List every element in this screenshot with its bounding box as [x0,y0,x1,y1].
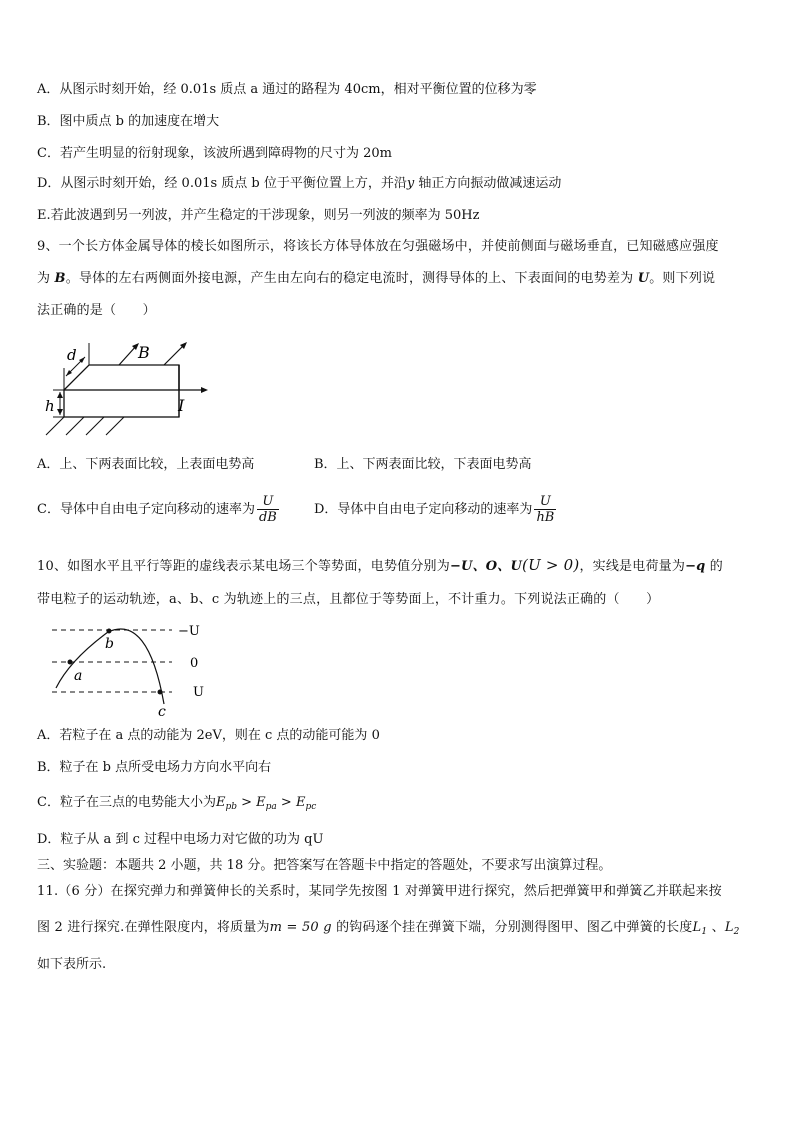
q10-option-c-text: C．粒子在三点的电势能大小为 [37,795,216,810]
label-b: B [138,343,150,362]
label-neg-u: −U [178,624,200,639]
q11-length-2: $L_2$ [724,920,740,937]
point-b-marker [107,629,112,634]
q9-option-c-text: C．导体中自由电子定向移动的速率为 [37,502,255,517]
point-c-marker [158,690,163,695]
q9-option-b: B．上、下两表面比较，下表面电势高 [314,457,532,472]
q8-option-e: E.若此波遇到另一列波，并产生稳定的干涉现象，则另一列波的频率为 50Hz [37,208,480,223]
q9-option-a: A．上、下两表面比较，上表面电势高 [37,457,255,472]
q10-text-mid: ，实线是电荷量为 [579,559,686,574]
q8-option-d-text-end: 轴正方向振动做减速运动 [414,176,562,191]
q10-charge: −q [685,559,706,574]
label-c: c [158,704,166,720]
q10-stem-line1 [37,556,723,576]
q9-stem-line3: 法正确的是（ ） [37,303,156,318]
q11-separator: 、 [707,920,725,935]
q10-text-end: 的 [705,559,723,574]
length-symbol: L [724,920,734,935]
fraction-denominator: dB [258,510,277,525]
q10-equipotential-diagram [50,620,225,720]
q8-option-d-var: y [406,176,415,191]
label-b: b [105,636,114,652]
q9-option-c [37,494,279,525]
q9-conductor-diagram [40,338,215,443]
section-3-heading: 三、实验题：本题共 2 小题，共 18 分。把答案写在答题卡中指定的答题处，不要求写出演算过程。 [37,858,612,873]
q11-stem-line3: 如下表所示. [37,957,107,972]
q8-option-d [37,175,561,193]
q11-stem-line1: 11.（6 分）在探究弹力和弹簧伸长的关系时，某同学先按图 1 对弹簧甲进行探究，然后把弹簧甲和弹簧乙并联起来按 [37,884,722,899]
q9-option-c-fraction [257,494,279,525]
q10-option-c-expression: $E_{pb} > E_{pa} > E_{pc}$ [215,795,317,812]
q9-symbol-b: B [54,271,66,286]
q11-text-mid: 的钩码逐个挂在弹簧下端，分别测得图甲、图乙中弹簧的长度 [331,920,693,935]
fraction-numerator: U [534,494,556,510]
q8-option-d-text: D．从图示时刻开始，经 0.01s 质点 b 位于平衡位置上方，并沿 [37,176,407,191]
q9-stem-line1: 9、一个长方体金属导体的棱长如图所示，将该长方体导体放在匀强磁场中，并使前侧面与磁场垂直，已知磁感应强度 [37,239,719,254]
q9-text-end: 。则下列说 [649,271,716,286]
q10-option-c [37,794,316,816]
q8-option-b: B．图中质点 b 的加速度在增大 [37,114,220,129]
q8-option-c: C．若产生明显的衍射现象，该波所遇到障碍物的尺寸为 20m [37,146,392,161]
label-d: d [67,346,77,364]
length-symbol: L [692,920,702,935]
label-h: h [45,397,55,415]
q11-stem-line2 [37,919,740,941]
q10-condition: (U > 0) [522,556,580,574]
q9-text-mid: 。导体的左右两侧面外接电源，产生由左向右的稳定电流时，测得导体的上、下表面间的电势差为 [65,271,638,286]
label-a: a [74,668,83,684]
energy-symbol: E [256,795,266,810]
q8-option-a: A．从图示时刻开始，经 0.01s 质点 a 通过的路程为 40cm，相对平衡位置的位移为零 [37,82,537,97]
label-zero: 0 [190,656,199,671]
q9-option-d [314,494,556,525]
fraction-numerator: U [257,494,279,510]
label-i: I [178,396,185,415]
point-a-marker [68,660,73,665]
q9-symbol-u: U [637,271,650,286]
q11-text: 图 2 进行探究.在弹性限度内，将质量为 [37,920,270,935]
fraction-denominator: hB [536,510,555,525]
q9-stem-line2 [37,270,715,288]
q9-option-d-fraction [534,494,556,525]
q11-mass: m = 50 g [269,920,332,935]
q10-potentials: −U、O、U [449,559,523,574]
label-u: U [193,685,204,700]
energy-symbol: E [215,795,226,810]
q9-option-d-text: D．导体中自由电子定向移动的速率为 [314,502,533,517]
q10-option-a: A．若粒子在 a 点的动能为 2eV，则在 c 点的动能可能为 0 [37,728,380,743]
energy-symbol: E [295,795,306,810]
q10-stem-line2: 带电粒子的运动轨迹，a、b、c 为轨迹上的三点，且都位于等势面上，不计重力。下列说法正确的（ ） [37,592,660,607]
q10-text: 10、如图水平且平行等距的虚线表示某电场三个等势面，电势值分别为 [37,559,450,574]
q10-option-b: B．粒子在 b 点所受电场力方向水平向右 [37,760,272,775]
q9-text: 为 [37,271,55,286]
q10-option-d: D．粒子从 a 到 c 过程中电场力对它做的功为 qU [37,832,324,847]
q11-length-1: $L_1$ [692,920,708,937]
